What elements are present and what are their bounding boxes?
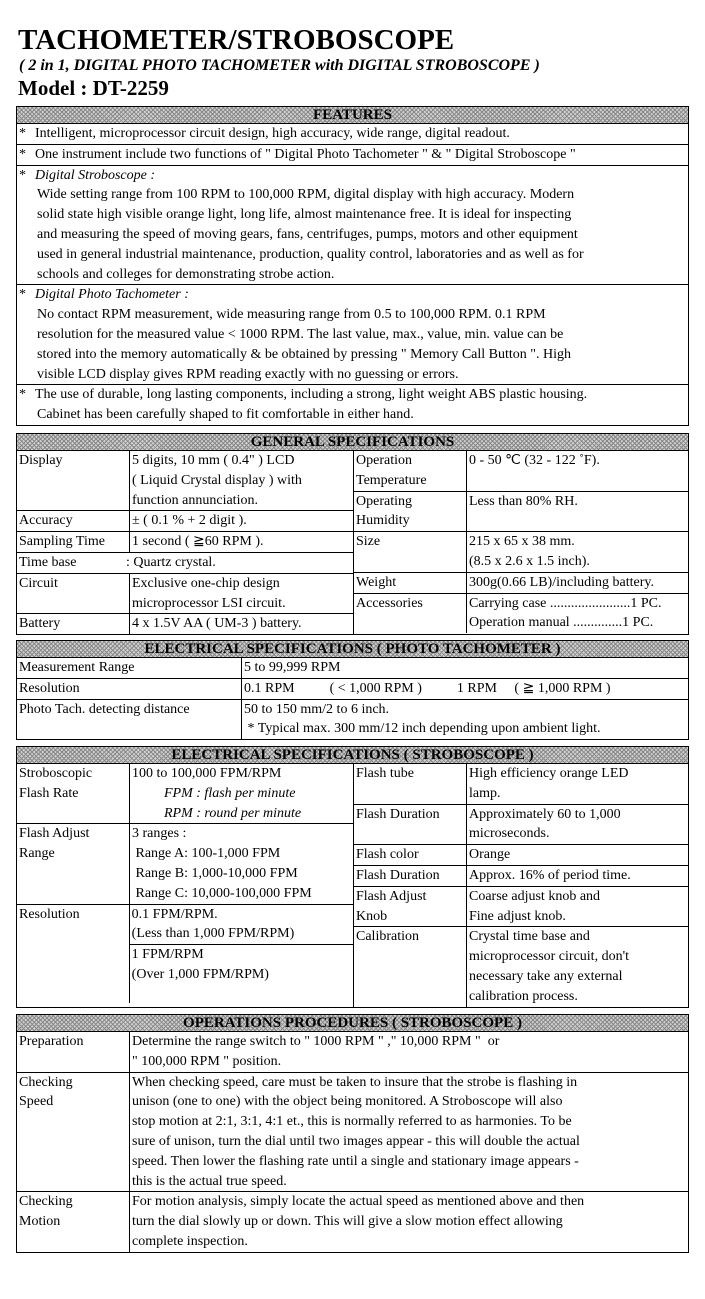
op-text: stop motion at 2:1, 3:1, 4:1 et., this is normally referred to as harmonies. To be bbox=[132, 1114, 572, 1130]
spec-label: Flash Duration bbox=[356, 806, 440, 822]
spec-value: : Quartz crystal. bbox=[126, 554, 216, 570]
spec-value: 300g(0.66 LB)/including battery. bbox=[466, 573, 689, 593]
spec-value: Coarse adjust knob and bbox=[469, 888, 601, 904]
spec-label: Flash Rate bbox=[19, 785, 79, 801]
op-text: complete inspection. bbox=[132, 1233, 248, 1249]
spec-value: 5 to 99,999 RPM bbox=[241, 658, 688, 678]
spec-label: Size bbox=[356, 534, 381, 550]
spec-label: Operation bbox=[356, 453, 412, 468]
spec-value: 215 x 65 x 38 mm. bbox=[469, 534, 575, 550]
spec-value: Range A: 100-1,000 FPM bbox=[132, 846, 281, 862]
spec-label: Resolution bbox=[19, 680, 80, 696]
spec-note: RPM : round per minute bbox=[164, 805, 302, 821]
spec-label: Flash tube bbox=[356, 766, 414, 781]
spec-value: (Over 1,000 FPM/RPM) bbox=[131, 966, 269, 982]
spec-label: Display bbox=[19, 453, 63, 468]
spec-value: Fine adjust knob. bbox=[469, 908, 566, 924]
spec-label: Sampling Time bbox=[19, 534, 105, 550]
spec-value: 1 second ( ≧60 RPM ). bbox=[129, 532, 353, 552]
spec-label: Temperature bbox=[356, 472, 427, 488]
spec-label: Stroboscopic bbox=[19, 766, 93, 781]
spec-value: ± ( 0.1 % + 2 digit ). bbox=[129, 511, 353, 531]
spec-label: Resolution bbox=[19, 906, 80, 922]
feature-heading: Digital Stroboscope : bbox=[35, 167, 156, 183]
spec-label: Humidity bbox=[356, 513, 410, 529]
spec-value: 0.1 FPM/RPM. bbox=[131, 906, 218, 922]
spec-value: 5 digits, 10 mm ( 0.4" ) LCD bbox=[132, 453, 295, 468]
op-text: When checking speed, care must be taken to insure that the strobe is flashing in bbox=[132, 1074, 578, 1090]
spec-value: 4 x 1.5V AA ( UM-3 ) battery. bbox=[129, 614, 353, 634]
op-label: Preparation bbox=[19, 1034, 84, 1049]
spec-value: 3 ranges : bbox=[132, 826, 187, 842]
feature-item: * Digital Photo Tachometer : No contact RPM measurement, wide measuring range from 0.5 to 100,000 RPM. 0.1 RPM resolution for the measured value < 1000 RPM. The last value, max., value, min. value can be stored into the memory automatically & be obtained by pressing " Memory Call Button ". High visible LCD display gives RPM reading exactly with no guessing or errors. bbox=[17, 284, 688, 384]
spec-value: Approximately 60 to 1,000 bbox=[469, 806, 621, 822]
feature-item: * The use of durable, long lasting components, including a strong, light weight ABS plastic housing. Cabinet has been carefully shaped to fit comfortable in either hand. bbox=[17, 384, 688, 425]
spec-value: Approx. 16% of period time. bbox=[466, 866, 689, 886]
feature-heading: Digital Photo Tachometer : bbox=[35, 287, 189, 303]
model-number: Model : DT-2259 bbox=[18, 76, 169, 100]
spec-label: Flash Duration bbox=[356, 867, 440, 883]
op-label: Checking bbox=[19, 1194, 73, 1210]
spec-label: Flash Adjust bbox=[356, 888, 427, 904]
page-title: TACHOMETER/STROBOSCOPE bbox=[18, 24, 455, 56]
op-label: Checking bbox=[19, 1074, 73, 1090]
spec-label: Flash Adjust bbox=[19, 826, 90, 842]
spec-value: calibration process. bbox=[469, 988, 578, 1004]
general-specs-header: GENERAL SPECIFICATIONS bbox=[17, 434, 688, 451]
feature-item: * Intelligent, microprocessor circuit design, high accuracy, wide range, digital readout. bbox=[19, 126, 510, 141]
spec-note: FPM : flash per minute bbox=[164, 785, 296, 801]
photo-tach-header: ELECTRICAL SPECIFICATIONS ( PHOTO TACHOMETER ) bbox=[17, 641, 688, 658]
op-text: unison (one to one) with the object being monitored. A Stroboscope will also bbox=[132, 1094, 563, 1110]
spec-label: Circuit bbox=[19, 575, 58, 591]
page-subtitle: ( 2 in 1, DIGITAL PHOTO TACHOMETER with DIGITAL STROBOSCOPE ) bbox=[19, 57, 540, 74]
feature-text: One instrument include two functions of " Digital Photo Tachometer " & " Digital Stroboscope " bbox=[35, 146, 576, 162]
feature-text: resolution for the measured value < 1000 RPM. The last value, max., value, min. value can be bbox=[37, 326, 564, 342]
feature-text: used in general industrial maintenance, production, quality control, laboratories and as well as for bbox=[37, 246, 584, 262]
photo-tach-specs-table bbox=[16, 640, 689, 740]
spec-value: (Less than 1,000 FPM/RPM) bbox=[131, 926, 295, 942]
spec-value: Crystal time base and bbox=[469, 929, 590, 945]
features-table bbox=[16, 106, 689, 426]
spec-value: Carrying case .......................1 PC. bbox=[469, 595, 662, 611]
spec-label: Calibration bbox=[356, 929, 419, 945]
op-text: turn the dial slowly up or down. This will give a slow motion effect allowing bbox=[132, 1214, 563, 1230]
spec-value: 1 FPM/RPM bbox=[131, 947, 204, 963]
spec-value: function annunciation. bbox=[132, 492, 258, 508]
op-text: " 100,000 RPM " position. bbox=[132, 1053, 282, 1069]
spec-value: Orange bbox=[466, 845, 689, 865]
feature-text: and measuring the speed of moving gears, fans, centrifuges, pumps, motors and other equipment bbox=[37, 226, 578, 242]
general-specs-table bbox=[16, 433, 689, 635]
spec-value: Operation manual ..............1 PC. bbox=[469, 615, 654, 631]
op-label: Motion bbox=[19, 1214, 61, 1230]
spec-value: necessary take any external bbox=[469, 968, 623, 984]
spec-value: (8.5 x 2.6 x 1.5 inch). bbox=[469, 553, 590, 569]
spec-value: lamp. bbox=[469, 785, 501, 801]
op-text: sure of unison, turn the dial until two images appear - this will double the actual bbox=[132, 1133, 580, 1149]
spec-value: 0 - 50 ℃ (32 - 122 ˚F). bbox=[466, 451, 689, 491]
spec-label: Time base bbox=[19, 554, 77, 570]
spec-value: Range C: 10,000-100,000 FPM bbox=[132, 885, 312, 901]
feature-text: schools and colleges for demonstrating strobe action. bbox=[37, 266, 335, 282]
spec-value: 100 to 100,000 FPM/RPM bbox=[132, 766, 282, 781]
feature-text: The use of durable, long lasting components, including a strong, light weight ABS plastic housing. bbox=[35, 387, 588, 403]
feature-item: * Digital Stroboscope : Wide setting range from 100 RPM to 100,000 RPM, digital display with high accuracy. Modern solid state high visible orange light, long life, almost maintenance free. It is ideal for inspecting and measuring the speed of moving gears, fans, centrifuges, pumps, motors and other equipment used in general industrial maintenance, production, quality control, laboratories and as well as for schools and colleges for demonstrating strobe action. bbox=[17, 165, 688, 285]
feature-text: Intelligent, microprocessor circuit design, high accuracy, wide range, digital readout. bbox=[35, 126, 510, 141]
spec-label: Weight bbox=[356, 574, 397, 590]
spec-label: Photo Tach. detecting distance bbox=[19, 701, 190, 717]
spec-label: Accuracy bbox=[19, 513, 73, 529]
feature-text: stored into the memory automatically & be obtained by pressing " Memory Call Button ". High bbox=[37, 346, 572, 362]
spec-value: microseconds. bbox=[469, 826, 550, 842]
op-label: Speed bbox=[19, 1094, 54, 1110]
operations-table bbox=[16, 1014, 689, 1253]
op-text: Determine the range switch to " 1000 RPM " ," 10,000 RPM " or bbox=[132, 1034, 500, 1049]
feature-text: Cabinet has been carefully shaped to fit comfortable in either hand. bbox=[37, 407, 414, 423]
spec-label: Battery bbox=[19, 616, 61, 632]
strobe-specs-header: ELECTRICAL SPECIFICATIONS ( STROBOSCOPE ) bbox=[17, 747, 688, 764]
spec-label: Accessories bbox=[356, 595, 423, 611]
spec-label: Range bbox=[19, 846, 55, 862]
feature-text: solid state high visible orange light, long life, almost maintenance free. It is ideal for inspecting bbox=[37, 207, 572, 223]
spec-label: Knob bbox=[356, 908, 388, 924]
op-text: speed. Then lower the flashing rate until a single and stationary image appears - bbox=[132, 1153, 579, 1169]
feature-item: * One instrument include two functions of " Digital Photo Tachometer " & " Digital Stroboscope " bbox=[17, 144, 688, 165]
spec-value: ( Liquid Crystal display ) with bbox=[132, 472, 302, 488]
operations-header: OPERATIONS PROCEDURES ( STROBOSCOPE ) bbox=[17, 1015, 688, 1032]
spec-value: 50 to 150 mm/2 to 6 inch. bbox=[244, 701, 390, 717]
spec-value: Exclusive one-chip design bbox=[132, 575, 280, 591]
spec-value: * Typical max. 300 mm/12 inch depending upon ambient light. bbox=[244, 721, 601, 737]
feature-text: visible LCD display gives RPM reading exactly with no guessing or errors. bbox=[37, 366, 459, 382]
strobe-specs-table bbox=[16, 746, 689, 1008]
spec-label: Operating bbox=[356, 493, 412, 509]
feature-text: No contact RPM measurement, wide measuring range from 0.5 to 100,000 RPM. 0.1 RPM bbox=[37, 307, 546, 323]
op-text: For motion analysis, simply locate the actual speed as mentioned above and then bbox=[132, 1194, 585, 1210]
spec-label: Measurement Range bbox=[19, 660, 135, 675]
feature-text: Wide setting range from 100 RPM to 100,000 RPM, digital display with high accuracy. Modern bbox=[37, 187, 575, 203]
features-header: FEATURES bbox=[17, 107, 688, 124]
spec-value: microprocessor LSI circuit. bbox=[132, 595, 286, 611]
spec-value: microprocessor circuit, don't bbox=[469, 949, 629, 965]
op-text: this is the actual true speed. bbox=[132, 1173, 287, 1189]
spec-label: Flash color bbox=[356, 847, 419, 863]
spec-value: Less than 80% RH. bbox=[466, 492, 689, 532]
spec-value: Range B: 1,000-10,000 FPM bbox=[132, 865, 298, 881]
spec-value: High efficiency orange LED bbox=[469, 766, 629, 781]
spec-value: 0.1 RPM ( < 1,000 RPM ) 1 RPM ( ≧ 1,000 RPM ) bbox=[241, 679, 688, 699]
